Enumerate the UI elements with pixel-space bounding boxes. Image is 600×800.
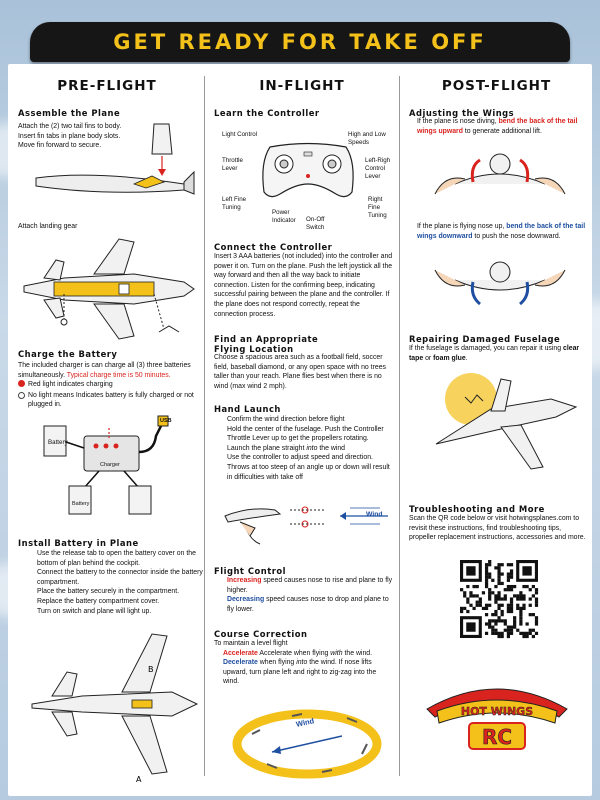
preflight-title: PRE-FLIGHT: [57, 78, 157, 94]
launch-step: Launch the plane straight into the wind: [227, 444, 346, 452]
charge-time: Typical charge time is 50 minutes.: [66, 371, 171, 379]
wings-text-2: If the plane is flying nose up, bend the back of the tail wings downward to push the nose downward.: [417, 223, 586, 240]
light-control-label: Light Control: [222, 131, 258, 138]
location-heading-line: Find an Appropriate: [214, 334, 319, 344]
wings-heading: Adjusting the Wings: [409, 108, 515, 118]
course-loop-illustration: [232, 704, 382, 784]
charger-label: Charger: [100, 462, 120, 468]
charge-text: [18, 361, 198, 380]
wind-label: Wind: [295, 716, 315, 729]
power-label: Power Indicator: [272, 209, 296, 224]
hand-launch-illustration: [220, 496, 392, 544]
right-fine-label: Right Fine Tuning: [368, 196, 387, 219]
charge-desc: The included charger is can charge all (3) three batteries simultaneously.: [18, 362, 191, 379]
bend-downward-text: bend the back of the tail wings downward: [417, 223, 586, 240]
battery-label: Battery: [72, 501, 90, 507]
damaged-fuselage-illustration: [431, 369, 581, 479]
battery-install-illustration: [22, 632, 200, 792]
svg-text:A: A: [136, 775, 142, 784]
preflight-column: [14, 64, 203, 796]
assemble-line: Move fin forward to secure.: [18, 142, 102, 150]
postflight-column: [405, 64, 588, 796]
tail-fin-illustration: [34, 124, 194, 204]
assemble-heading: Assemble the Plane: [18, 108, 121, 118]
controller-illustration: [260, 142, 356, 202]
inflight-column: [210, 64, 394, 796]
install-step: Use the release tab to open the battery cover on the bottom of plan behind the cockpit.: [37, 550, 196, 567]
launch-step: Throws at too steep of an angle up or down will result in difficulties with take off: [227, 463, 390, 481]
column-divider: [204, 76, 205, 776]
trouble-heading: Troubleshooting and More: [409, 504, 545, 514]
landing-gear-text: Attach landing gear: [18, 223, 78, 230]
onoff-label: On-Off Switch: [306, 216, 325, 231]
repair-text: If the fuselage is damaged, you can repair it using clear tape or foam glue.: [409, 345, 580, 362]
header-banner: [30, 22, 570, 62]
left-right-label: Left-Righ Control Lever: [365, 157, 391, 180]
column-divider: [399, 76, 400, 776]
launch-steps: [218, 415, 396, 482]
install-steps: [28, 549, 204, 616]
decreasing-text: speed causes nose to drop and plane to fly lower.: [227, 596, 389, 613]
wings-text-1: If the plane is nose diving, bend the back of the tail wings upward to generate additional lift.: [417, 118, 578, 135]
flight-control-text: [218, 576, 394, 614]
decelerate-word: Decelerate: [223, 659, 258, 667]
launch-step: Hold the center of the fuselage. Push the Controller Throttle Lever up to get the propellers rotating.: [227, 425, 384, 443]
page-title: GET READY FOR TAKE OFF: [113, 30, 487, 54]
qr-code[interactable]: [460, 560, 538, 638]
hotwings-logo: [427, 679, 567, 754]
no-light-text: No light means Indicates battery is fully charged or not plugged in.: [28, 391, 194, 409]
launch-step: Use the controller to adjust speed and direction.: [227, 454, 373, 462]
logo-bottom-text: RC: [481, 725, 513, 749]
course-heading: Course Correction: [214, 629, 308, 639]
logo-top-text: HOT WINGS: [460, 705, 534, 718]
install-heading: Install Battery in Plane: [18, 538, 139, 548]
instructions-panel: [8, 64, 592, 796]
charge-legend: [18, 380, 198, 410]
decreasing-word: Decreasing: [227, 596, 265, 604]
svg-text:B: B: [148, 665, 154, 674]
launch-step: Confirm the wind direction before flight: [227, 416, 345, 423]
location-heading: [214, 334, 318, 354]
high-low-label: High and Low Speeds: [348, 131, 386, 146]
increasing-word: Increasing: [227, 577, 262, 584]
course-text: To maintain a level flight Accelerate Accelerate when flying with the wind. Decelerate when flying into the wind. If nose lifts upward, turn plane left and right to zig-zag into the wind.: [214, 639, 394, 687]
battery-label: Battery: [48, 439, 68, 446]
red-light-text: Red light indicates charging: [28, 381, 113, 388]
flight-control-heading: Flight Control: [214, 566, 286, 576]
usb-label: USB: [160, 418, 172, 424]
wind-label: Wind: [366, 511, 383, 518]
inflight-title: IN-FLIGHT: [259, 78, 345, 94]
course-intro: To maintain a level flight: [214, 640, 288, 647]
bend-upward-text: bend the back of the tail wings upward: [417, 118, 578, 135]
accelerate-word: Accelerate: [223, 649, 258, 657]
no-light-icon: [18, 392, 25, 399]
trouble-text: Scan the QR code below or visit hotwingsplanes.com to revisit these instructions, find troubleshooting tips, propeller replacement instructions, accessories and more.: [409, 515, 586, 542]
location-heading-line: Flying Location: [214, 344, 294, 354]
controller-heading: Learn the Controller: [214, 108, 320, 118]
install-step: Replace the battery compartment cover.: [37, 597, 160, 605]
postflight-title: POST-FLIGHT: [441, 78, 552, 94]
location-text: Choose a spacious area such as a football field, soccer field, baseball diamond, or any open space with no trees taller than your reach. Plane flies best when there is no wind (max wind 2 mph).: [214, 354, 386, 390]
charge-heading: Charge the Battery: [18, 349, 118, 359]
throttle-label: Throttle Lever: [222, 157, 243, 172]
connect-text: Insert 3 AAA batteries (not included) into the controller and power it on. Turn on the plane. Push the left joystick all the way forward and then all the way back to initiate connection. Listen for the confirming beep, indicating successful pairing between the plane and the controller. If the plane does not respond correctly, repeat the connection process.: [214, 253, 393, 318]
red-light-icon: [18, 380, 25, 387]
install-step: Place the battery securely in the compartment.: [37, 588, 180, 596]
install-step: Connect the battery to the connector inside the battery compartment.: [37, 569, 203, 586]
increasing-text: speed causes nose to rise and plane to fly higher.: [227, 577, 393, 594]
repair-heading: Repairing Damaged Fuselage: [409, 334, 561, 344]
wings-upward-illustration: [425, 144, 575, 204]
left-fine-label: Left Fine Tuning: [222, 196, 247, 211]
landing-gear-illustration: [24, 234, 194, 344]
assemble-line: Insert fin tabs in plane body slots.: [18, 132, 121, 140]
install-step: Turn on switch and plane will light up.: [37, 607, 152, 615]
assemble-line: Attach the (2) two tail fins to body.: [18, 123, 122, 130]
launch-heading: Hand Launch: [214, 404, 281, 414]
wings-downward-illustration: [425, 250, 575, 310]
connect-heading: Connect the Controller: [214, 242, 333, 252]
